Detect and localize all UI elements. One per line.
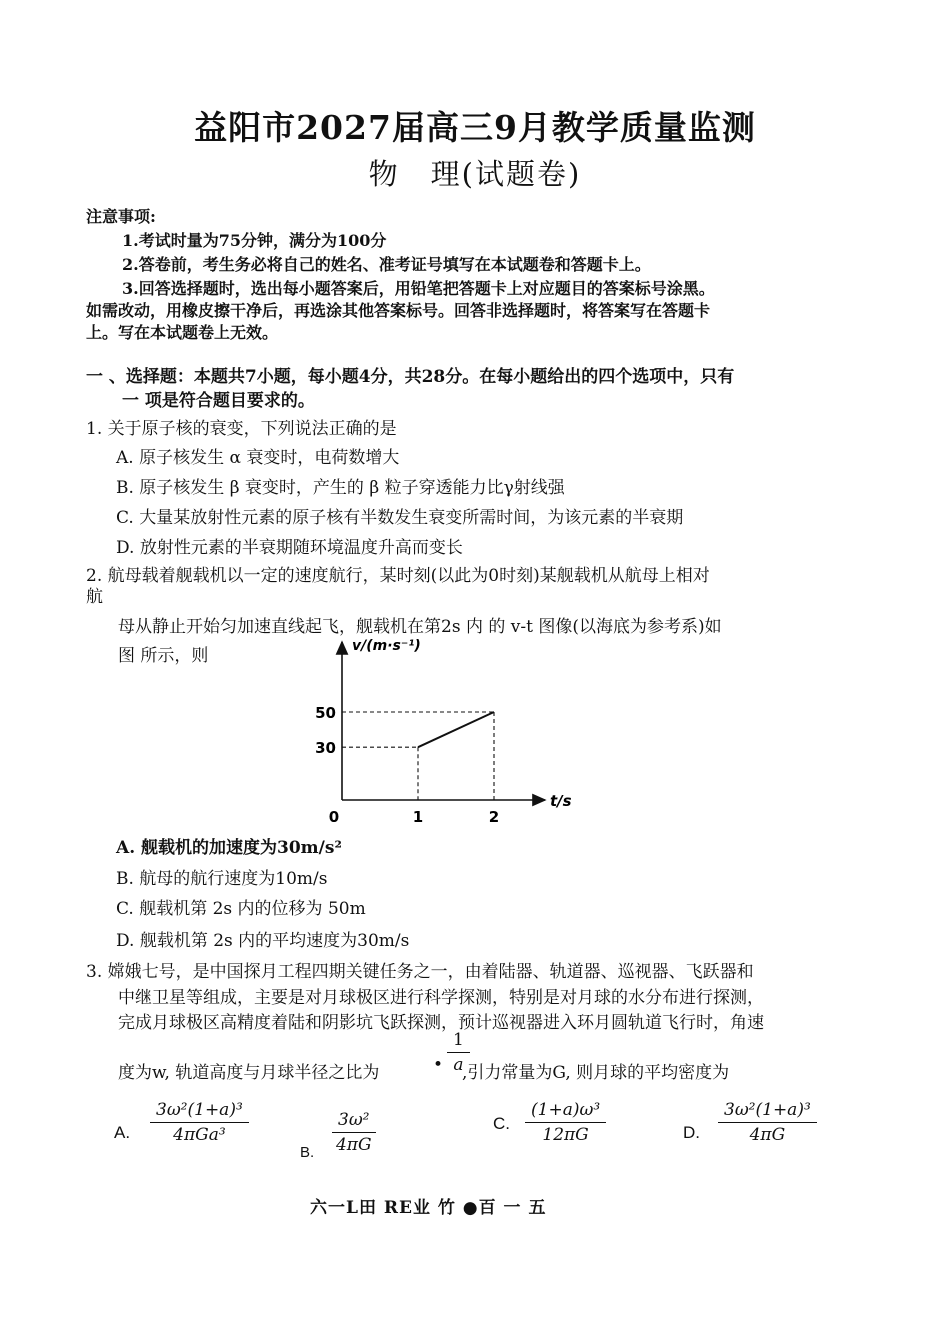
- section-heading-line2: 一 项是符合题目要求的。: [122, 391, 315, 411]
- q2-stem-line4: 图 所示，则: [118, 646, 209, 666]
- option-a-denominator: 4πGa³: [173, 1125, 226, 1145]
- ratio-numerator: 1: [447, 1030, 470, 1053]
- q1-stem: 1. 关于原子核的衰变，下列说法正确的是: [86, 419, 397, 439]
- q2-stem-line3: 母从静止开始匀加速直线起飞，舰载机在第2s 内 的 v-t 图像(以海底为参考系)如: [118, 617, 722, 637]
- q2-option-d: D. 舰载机第 2s 内的平均速度为30m/s: [116, 931, 410, 951]
- origin-label: 0: [328, 808, 340, 826]
- q3-line1: 3. 嫦娥七号，是中国探月工程四期关键任务之一，由着陆器、轨道器、巡视器、飞跃器和: [86, 962, 754, 982]
- q1-option-c: C. 大量某放射性元素的原子核有半数发生衰变所需时间，为该元素的半衰期: [116, 508, 684, 528]
- section-heading-line1: 一 、选择题：本题共7小题，每小题4分，共28分。在每小题给出的四个选项中，只有: [86, 367, 735, 387]
- q3-option-d-label: D.: [683, 1123, 700, 1142]
- option-b-denominator: 4πG: [335, 1135, 372, 1155]
- q2-option-c: C. 舰载机第 2s 内的位移为 50m: [116, 899, 366, 919]
- q3-option-a-label: A.: [114, 1123, 131, 1142]
- y-tick-label-0: 30: [315, 739, 336, 758]
- option-c-numerator: (1+a)ω³: [525, 1100, 606, 1123]
- option-a-numerator: 3ω²(1+a)³: [150, 1100, 249, 1123]
- q2-stem-line2: 航: [86, 587, 103, 607]
- q1-option-a: A. 原子核发生 α 衰变时，电荷数增大: [116, 448, 400, 468]
- q3-option-b-formula: [332, 1110, 376, 1155]
- vt-graph: [300, 630, 600, 830]
- notice-item-3-line1: 3.回答选择题时，选出每小题答案后，用铅笔把答题卡上对应题目的答案标号涂黑。: [122, 279, 715, 298]
- q3-line4-b: ,引力常量为G, 则月球的平均密度为: [462, 1063, 730, 1083]
- notice-item-1: 1.考试时量为75分钟，满分为100分: [122, 231, 387, 250]
- q3-option-c-label: C.: [493, 1114, 510, 1133]
- velocity-line: [418, 712, 494, 747]
- option-c-denominator: 12πG: [542, 1125, 589, 1145]
- q2-option-b: B. 航母的航行速度为10m/s: [116, 869, 328, 889]
- q1-option-d: D. 放射性元素的半衰期随环境温度升高而变长: [116, 538, 463, 558]
- y-axis-label: v/(m·s⁻¹): [352, 638, 421, 654]
- q3-option-b-label: B.: [300, 1144, 315, 1161]
- q3-line3: 完成月球极区高精度着陆和阴影坑飞跃探测，预计巡视器进入环月圆轨道飞行时，角速: [118, 1013, 764, 1033]
- series-line-group: [418, 712, 494, 747]
- notice-item-2: 2.答卷前，考生务必将自己的姓名、准考证号填写在本试题卷和答题卡上。: [122, 255, 651, 274]
- x-tick-label-0: 1: [412, 808, 424, 826]
- q3-option-a-formula: [150, 1100, 249, 1145]
- guide-lines: [342, 712, 494, 800]
- q3-line4-a: 度为w, 轨道高度与月球半径之比为: [118, 1063, 380, 1083]
- q3-ratio-fraction: • $\frac{1}{a}$: [433, 1030, 470, 1075]
- option-d-numerator: 3ω²(1+a)³: [718, 1100, 817, 1123]
- page-subtitle: 物 理(试题卷): [368, 157, 582, 191]
- ratio-denominator: a: [453, 1055, 464, 1075]
- q1-option-b: B. 原子核发生 β 衰变时，产生的 β 粒子穿透能力比γ射线强: [116, 478, 565, 498]
- y-tick-label-1: 50: [315, 704, 336, 722]
- notice-item-3-line2: 如需改动，用橡皮擦干净后，再选涂其他答案标号。回答非选择题时，将答案写在答题卡: [86, 301, 711, 320]
- q2-stem-line1: 2. 航母载着舰载机以一定的速度航行，某时刻(以此为0时刻)某舰载机从航母上相对: [86, 566, 710, 586]
- notice-heading: 注意事项:: [86, 207, 156, 226]
- q3-option-c-formula: [525, 1100, 606, 1145]
- x-axis-label: t/s: [550, 792, 572, 810]
- option-b-numerator: 3ω²: [332, 1110, 376, 1133]
- q3-line2: 中继卫星等组成，主要是对月球极区进行科学探测，特别是对月球的水分布进行探测，: [118, 988, 764, 1008]
- x-tick-label-1: 2: [488, 808, 500, 826]
- q3-option-d-formula: [718, 1100, 817, 1145]
- option-d-denominator: 4πG: [749, 1125, 786, 1145]
- q2-option-a: A. 舰载机的加速度为30m/s²: [116, 838, 342, 858]
- notice-item-3-line3: 上。写在本试题卷上无效。: [86, 323, 279, 342]
- page-title: 益阳市2027届高三9月教学质量监测: [194, 108, 756, 147]
- page-footer: 六一L田 RE业 竹 ●百 一 五: [310, 1198, 547, 1218]
